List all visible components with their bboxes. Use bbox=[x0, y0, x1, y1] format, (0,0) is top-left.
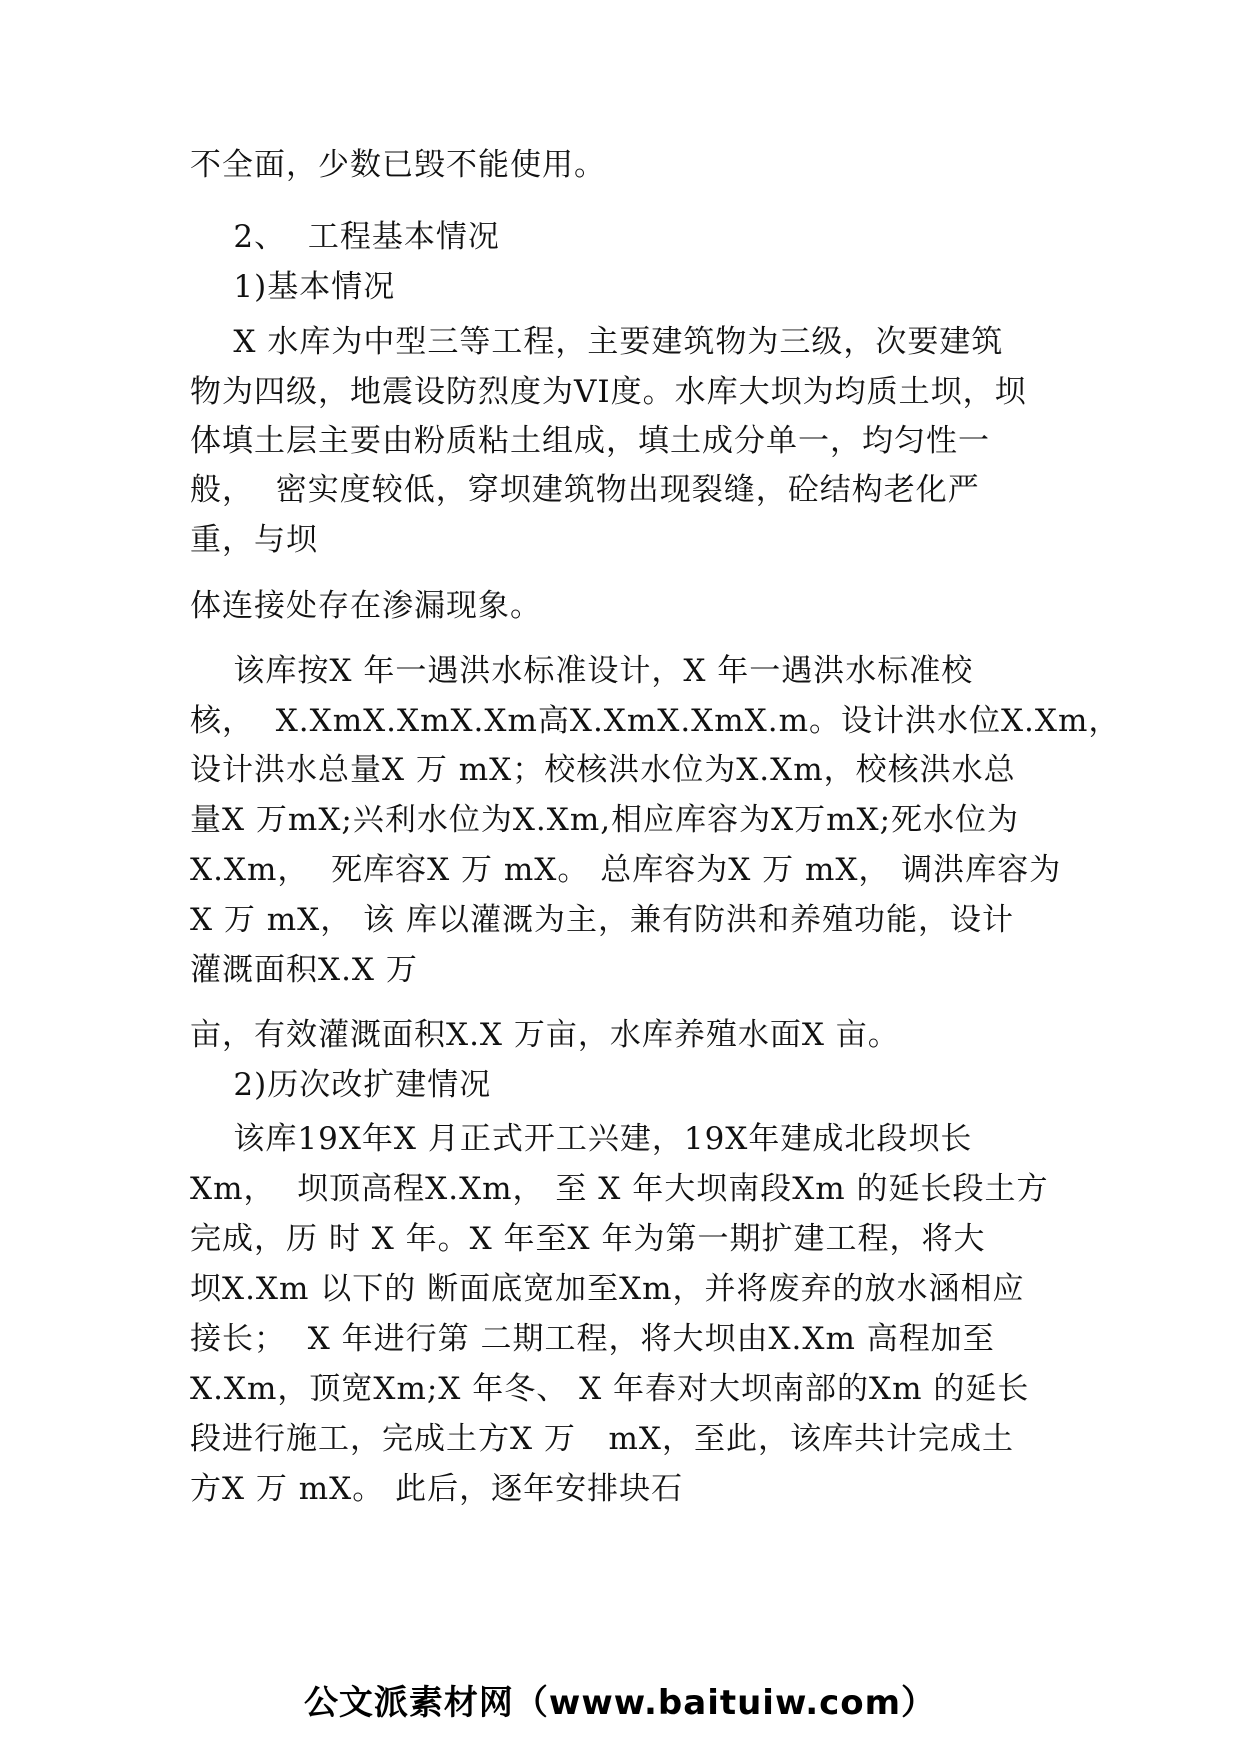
text-line: 亩，有效灌溉面积X.X 万亩，水库养殖水面X 亩。 bbox=[190, 1017, 900, 1053]
text-line: 核， X.XmX.XmX.Xm高X.XmX.XmX.m。设计洪水位X.Xm， bbox=[190, 703, 1121, 739]
text-line: 坝X.Xm 以下的 断面底宽加至Xm，并将废弃的放水涵相应 bbox=[190, 1271, 1025, 1307]
subsection-heading: 1)基本情况 bbox=[190, 269, 396, 305]
text-line: Xm， 坝顶高程X.Xm， 至 X 年大坝南段Xm 的延长段土方 bbox=[190, 1171, 1049, 1207]
text-line: 该库19X年X 月正式开工兴建，19X年建成北段坝长 bbox=[190, 1121, 973, 1157]
text-line: X.Xm，顶宽Xm;X 年冬、 X 年春对大坝南部的Xm 的延长 bbox=[190, 1371, 1030, 1407]
text-line: 方X 万 mX。 此后，逐年安排块石 bbox=[190, 1471, 684, 1507]
text-line: 不全面，少数已毁不能使用。 bbox=[190, 147, 606, 183]
page-footer-watermark: 公文派素材网（www.baituiw.com） bbox=[303, 1683, 937, 1723]
text-line: 般， 密实度较低，穿坝建筑物出现裂缝，砼结构老化严 bbox=[190, 472, 980, 508]
section-heading: 2、 工程基本情况 bbox=[190, 219, 500, 255]
text-line: 设计洪水总量X 万 mX；校核洪水位为X.Xm，校核洪水总 bbox=[190, 752, 1016, 788]
text-line: 重，与坝 bbox=[190, 522, 318, 558]
text-line: X.Xm， 死库容X 万 mX。 总库容为X 万 mX， 调洪库容为 bbox=[190, 852, 1062, 888]
text-line: 接长； X 年进行第 二期工程，将大坝由X.Xm 高程加至 bbox=[190, 1321, 995, 1357]
text-line: 体填土层主要由粉质粘土组成，填土成分单一，均匀性一 bbox=[190, 423, 990, 459]
text-line: 该库按X 年一遇洪水标准设计，X 年一遇洪水标准校 bbox=[190, 653, 974, 689]
text-line: 体连接处存在渗漏现象。 bbox=[190, 588, 542, 624]
text-line: 完成，历 时 X 年。X 年至X 年为第一期扩建工程，将大 bbox=[190, 1221, 986, 1257]
text-line: 段进行施工，完成土方X 万 mX，至此，该库共计完成土 bbox=[190, 1421, 1014, 1457]
text-line: 量X 万mX;兴利水位为X.Xm,相应库容为X万mX;死水位为 bbox=[190, 802, 1020, 838]
text-line: 灌溉面积X.X 万 bbox=[190, 952, 418, 988]
text-line: X 水库为中型三等工程，主要建筑物为三级，次要建筑 bbox=[190, 324, 1004, 360]
text-line: 物为四级，地震设防烈度为VI度。水库大坝为均质土坝，坝 bbox=[190, 374, 1027, 410]
text-line: X 万 mX， 该 库以灌溉为主，兼有防洪和养殖功能，设计 bbox=[190, 902, 1014, 938]
subsection-heading: 2)历次改扩建情况 bbox=[190, 1067, 492, 1103]
